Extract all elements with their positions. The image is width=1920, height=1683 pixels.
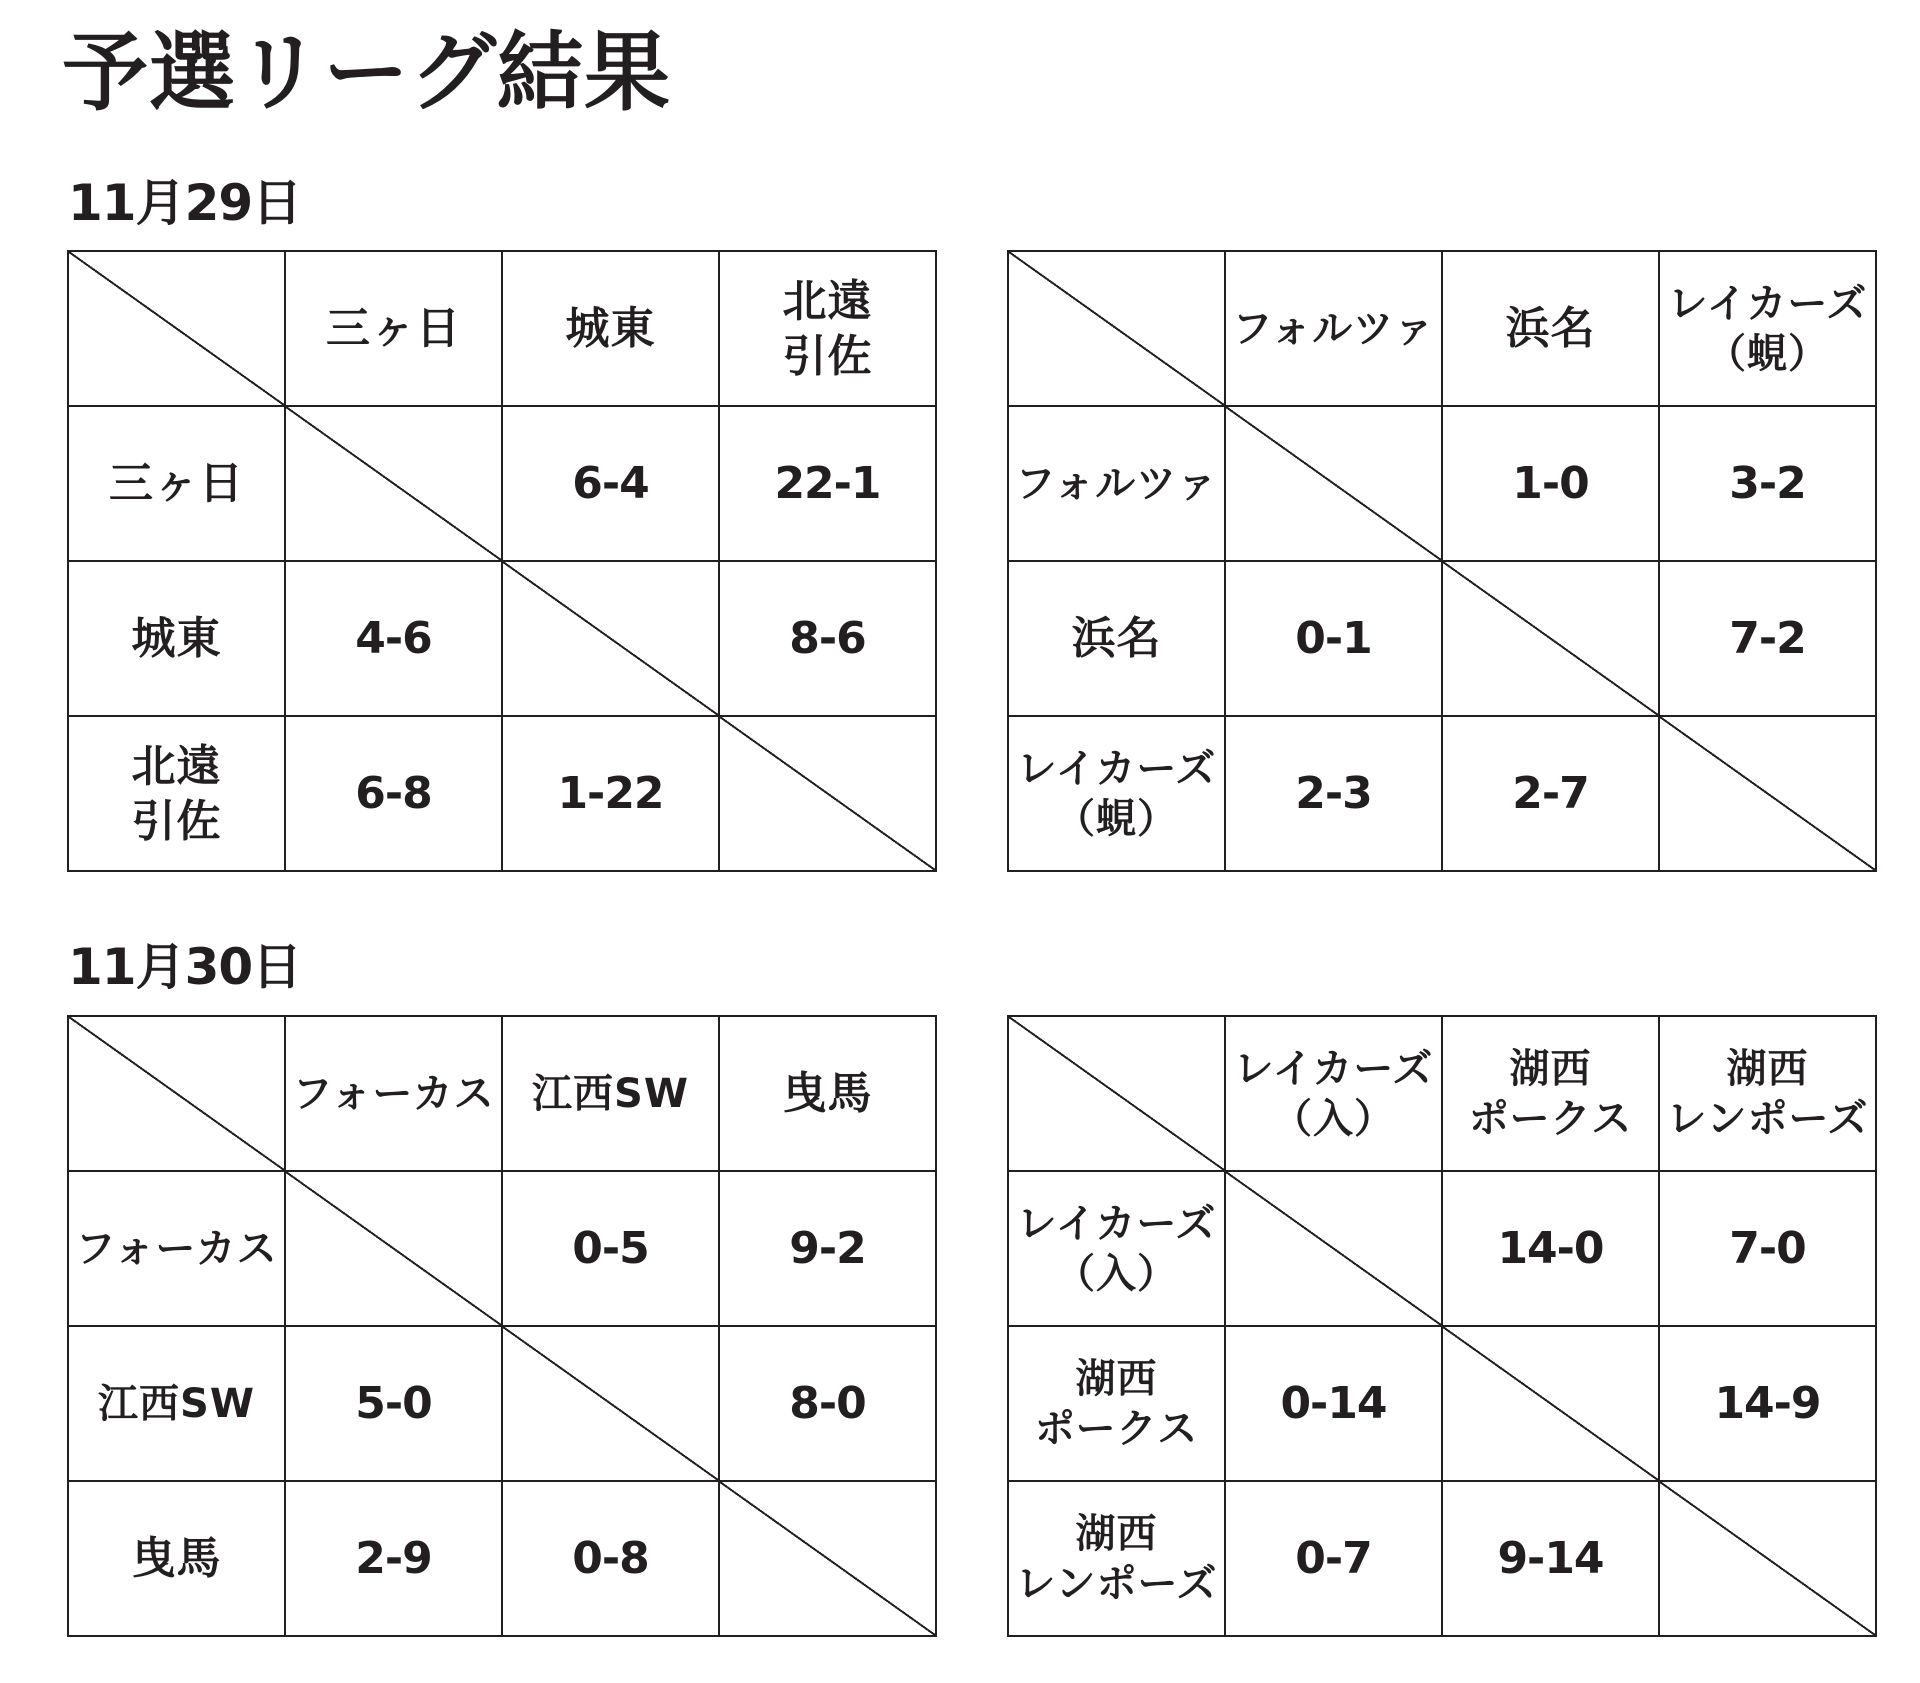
score-cell: 1-0 <box>1442 406 1659 561</box>
column-header: 曳馬 <box>719 1016 936 1171</box>
self-match-cell <box>1225 406 1442 561</box>
self-match-cell <box>502 561 719 716</box>
self-match-cell <box>502 1326 719 1481</box>
row-header: 北遠 引佐 <box>68 716 285 871</box>
row-header: フォルツァ <box>1008 406 1225 561</box>
score-cell: 6-4 <box>502 406 719 561</box>
score-cell: 5-0 <box>285 1326 502 1481</box>
row-header: 湖西 レンポーズ <box>1008 1481 1225 1636</box>
column-header: 城東 <box>502 251 719 406</box>
row-header: レイカーズ （入） <box>1008 1171 1225 1326</box>
score-cell: 7-0 <box>1659 1171 1876 1326</box>
league-table-day2-b <box>1007 1015 1877 1637</box>
corner-cell <box>1008 1016 1225 1171</box>
column-header: フォーカス <box>285 1016 502 1171</box>
column-header: フォルツァ <box>1225 251 1442 406</box>
score-cell: 9-14 <box>1442 1481 1659 1636</box>
row-header: 三ヶ日 <box>68 406 285 561</box>
self-match-cell <box>1442 561 1659 716</box>
self-match-cell <box>285 1171 502 1326</box>
column-header: 三ヶ日 <box>285 251 502 406</box>
self-match-cell <box>1659 1481 1876 1636</box>
score-cell: 0-8 <box>502 1481 719 1636</box>
score-cell: 14-9 <box>1659 1326 1876 1481</box>
row-header: 曳馬 <box>68 1481 285 1636</box>
score-cell: 2-3 <box>1225 716 1442 871</box>
league-table-day1-b <box>1007 250 1877 872</box>
date-heading-day2: 11月30日 <box>68 938 302 996</box>
score-cell: 1-22 <box>502 716 719 871</box>
score-cell: 2-7 <box>1442 716 1659 871</box>
row-header: 城東 <box>68 561 285 716</box>
self-match-cell <box>1659 716 1876 871</box>
score-cell: 8-0 <box>719 1326 936 1481</box>
row-header: 湖西 ポークス <box>1008 1326 1225 1481</box>
column-header: 湖西 ポークス <box>1442 1016 1659 1171</box>
league-table-day1-a <box>67 250 937 872</box>
corner-cell <box>68 251 285 406</box>
corner-cell <box>1008 251 1225 406</box>
score-cell: 7-2 <box>1659 561 1876 716</box>
row-header: レイカーズ （蜆） <box>1008 716 1225 871</box>
column-header: レイカーズ （入） <box>1225 1016 1442 1171</box>
score-cell: 2-9 <box>285 1481 502 1636</box>
row-header: フォーカス <box>68 1171 285 1326</box>
row-header: 浜名 <box>1008 561 1225 716</box>
score-cell: 4-6 <box>285 561 502 716</box>
score-cell: 22-1 <box>719 406 936 561</box>
score-cell: 8-6 <box>719 561 936 716</box>
column-header: 北遠 引佐 <box>719 251 936 406</box>
self-match-cell <box>1225 1171 1442 1326</box>
self-match-cell <box>1442 1326 1659 1481</box>
self-match-cell <box>285 406 502 561</box>
score-cell: 6-8 <box>285 716 502 871</box>
self-match-cell <box>719 1481 936 1636</box>
column-header: レイカーズ （蜆） <box>1659 251 1876 406</box>
corner-cell <box>68 1016 285 1171</box>
column-header: 江西SW <box>502 1016 719 1171</box>
column-header: 湖西 レンポーズ <box>1659 1016 1876 1171</box>
row-header: 江西SW <box>68 1326 285 1481</box>
score-cell: 0-7 <box>1225 1481 1442 1636</box>
column-header: 浜名 <box>1442 251 1659 406</box>
self-match-cell <box>719 716 936 871</box>
page-title: 予選リーグ結果 <box>62 23 671 123</box>
score-cell: 0-14 <box>1225 1326 1442 1481</box>
date-heading-day1: 11月29日 <box>68 174 302 232</box>
score-cell: 3-2 <box>1659 406 1876 561</box>
score-cell: 0-5 <box>502 1171 719 1326</box>
score-cell: 0-1 <box>1225 561 1442 716</box>
score-cell: 9-2 <box>719 1171 936 1326</box>
league-table-day2-a <box>67 1015 937 1637</box>
score-cell: 14-0 <box>1442 1171 1659 1326</box>
